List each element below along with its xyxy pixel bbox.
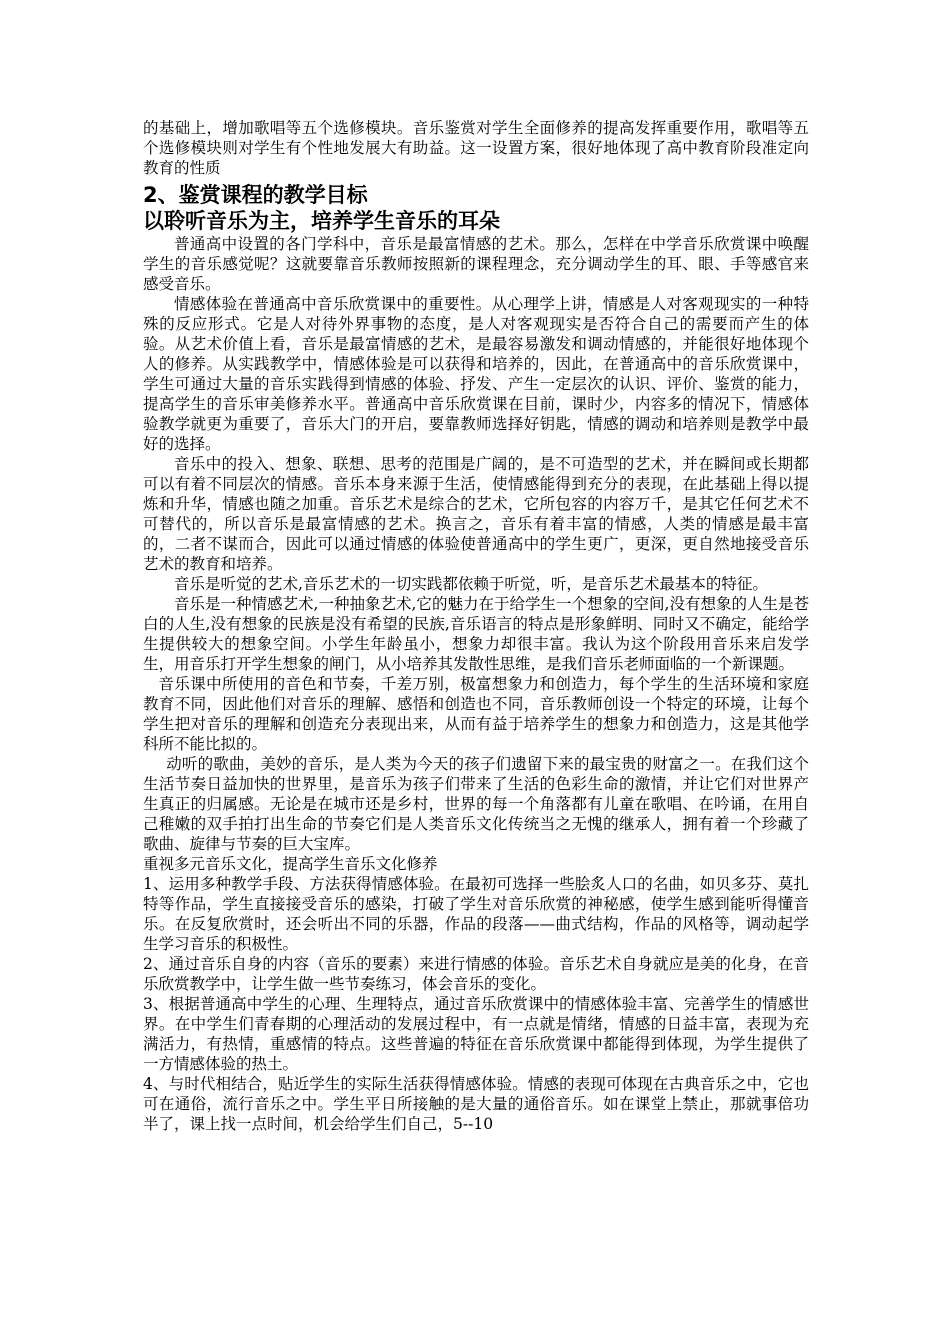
list-item-1: 1、运用多种教学手段、方法获得情感体验。在最初可选择一些脍炙人口的名曲，如贝多芬、莫扎特等作品，学生直接接受音乐的感染，打破了学生对音乐欣赏的神秘感，使学生感到能听得懂音乐。在反复欣赏时，还会听出不同的乐器，作品的段落——曲式结构，作品的风格等，调动起学生学习音乐的积极性。 — [143, 875, 809, 953]
paragraph-4: 音乐是听觉的艺术,音乐艺术的一切实践都依赖于听觉，听，是音乐艺术最基本的特征。 — [174, 575, 768, 593]
document-page — [143, 118, 809, 1134]
paragraph-5: 音乐是一种情感艺术,一种抽象艺术,它的魅力在于给学生一个想象的空间,没有想象的人生是苍白的人生,没有想象的民族是没有希望的民族,音乐语言的特点是形象鲜明、同时又不确定，能给学生提供较大的想象空间。小学生年龄虽小，想象力却很丰富。我认为这个阶段用音乐来启发学生，用音乐打开学生想象的闸门，从小培养其发散性思维，是我们音乐老师面临的一个新课题。 — [143, 595, 809, 673]
section-heading: 2、鉴赏课程的教学目标 — [143, 183, 368, 207]
paragraph-7: 动听的歌曲，美妙的音乐，是人类为今天的孩子们遗留下来的最宝贵的财富之一。在我们这个生活节奏日益加快的世界里，是音乐为孩子们带来了生活的色彩生命的激情，并让它们对世界产生真正的归属感。无论是在城市还是乡村，世界的每一个角落都有儿童在歌唱、在吟诵，在用自己稚嫩的双手拍打出生命的节奏它们是人类音乐文化传统当之无愧的继承人，拥有着一个珍藏了歌曲、旋律与节奏的巨大宝库。 — [143, 755, 809, 853]
paragraph-6: 音乐课中所使用的音色和节奏，千差万别，极富想象力和创造力，每个学生的生活环境和家庭教育不同，因此他们对音乐的理解、感悟和创造也不同，音乐教师创设一个特定的环境，让每个学生把对音乐的理解和创造充分表现出来，从而有益于培养学生的想象力和创造力，这是其他学科所不能比拟的。 — [143, 675, 809, 753]
list-item-3: 3、根据普通高中学生的心理、生理特点，通过音乐欣赏课中的情感体验丰富、完善学生的情感世界。在中学生们青春期的心理活动的发展过程中，有一点就是情绪，情感的日益丰富，表现为充满活力，有热情，重感情的特点。这些普遍的特征在音乐欣赏课中都能得到体现，为学生提供了一方情感体验的热土。 — [143, 995, 809, 1073]
paragraph-1: 普通高中设置的各门学科中，音乐是最富情感的艺术。那么，怎样在中学音乐欣赏课中唤醒学生的音乐感觉呢？这就要靠音乐教师按照新的课程理念，充分调动学生的耳、眼、手等感官来感受音乐。 — [143, 235, 809, 293]
paragraph-8: 重视多元音乐文化，提高学生音乐文化修养 — [143, 855, 438, 873]
paragraph-2: 情感体验在普通高中音乐欣赏课中的重要性。从心理学上讲，情感是人对客观现实的一种特殊的反应形式。它是人对待外界事物的态度，是人对客观现实是否符合自己的需要而产生的体验。从艺术价值上看，音乐是最富情感的艺术，是最容易激发和调动情感的，并能很好地体现个人的修养。从实践教学中，情感体验是可以获得和培养的，因此，在普通高中的音乐欣赏课中，学生可通过大量的音乐实践得到情感的体验、抒发、产生一定层次的认识、评价、鉴赏的能力，提高学生的音乐审美修养水平。普通高中音乐欣赏课在目前，课时少，内容多的情况下，情感体验教学就更为重要了，音乐大门的开启，要靠教师选择好钥匙，情感的调动和培养则是教学中最好的选择。 — [143, 295, 809, 453]
subsection-heading: 以聆听音乐为主，培养学生音乐的耳朵 — [143, 209, 500, 233]
list-item-4: 4、与时代相结合，贴近学生的实际生活获得情感体验。情感的表现可体现在古典音乐之中，它也可在通俗，流行音乐之中。学生平日所接触的是大量的通俗音乐。如在课堂上禁止，那就事倍功半了，课上找一点时间，机会给学生们自己，5--10 — [143, 1075, 809, 1133]
list-item-2: 2、通过音乐自身的内容（音乐的要素）来进行情感的体验。音乐艺术自身就应是美的化身，在音乐欣赏教学中，让学生做一些节奏练习，体会音乐的变化。 — [143, 955, 809, 993]
paragraph-3: 音乐中的投入、想象、联想、思考的范围是广阔的，是不可造型的艺术，并在瞬间或长期都可以有着不同层次的情感。音乐本身来源于生活，使情感能得到充分的表现，在此基础上得以提炼和升华，情感也随之加重。音乐艺术是综合的艺术，它所包容的内容万千，是其它任何艺术不可替代的，所以音乐是最富情感的艺术。换言之，音乐有着丰富的情感，人类的情感是最丰富的，二者不谋而合，因此可以通过情感的体验使普通高中的学生更广，更深，更自然地接受音乐艺术的教育和培养。 — [143, 455, 809, 573]
intro-paragraph: 的基础上，增加歌唱等五个选修模块。音乐鉴赏对学生全面修养的提高发挥重要作用，歌唱等五个选修模块则对学生有个性地发展大有助益。这一设置方案，很好地体现了高中教育阶段准定向教育的性质 — [143, 119, 809, 177]
